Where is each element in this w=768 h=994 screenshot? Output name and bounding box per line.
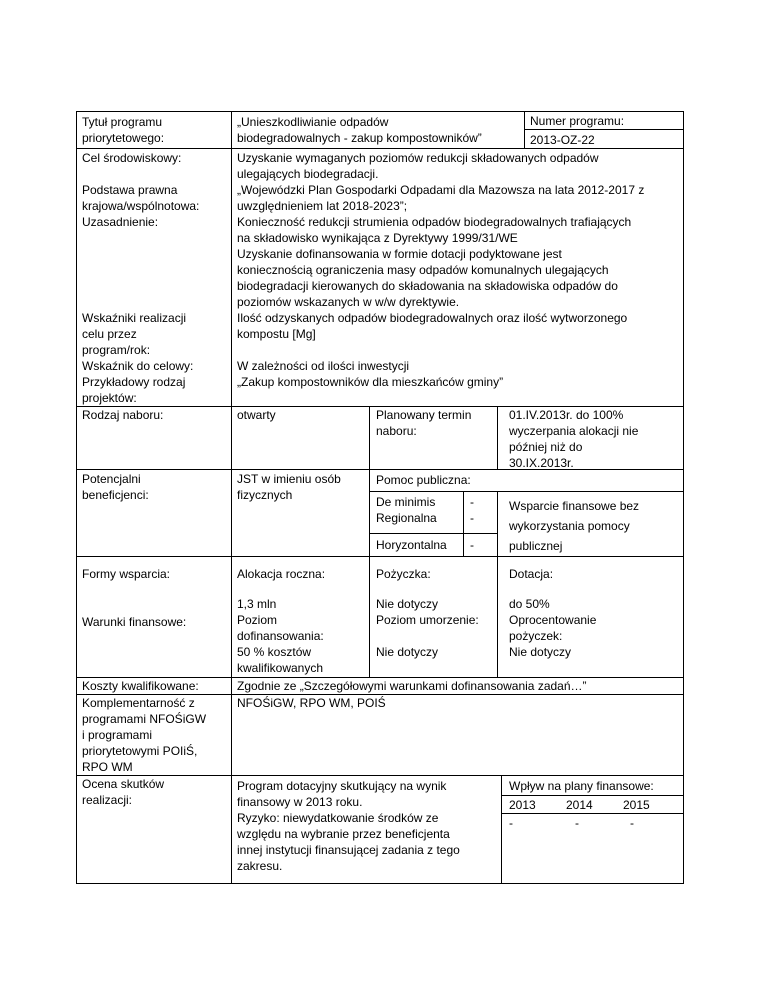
year-2015: 2015 [623,798,650,812]
environmental-goal-label: Cel środowiskowy: [82,151,182,165]
public-aid-label: Pomoc publiczna: [376,473,471,487]
justification-label: Uzasadnienie: [82,215,159,229]
target-indicator-label: Wskaźnik do celowy: [82,359,194,373]
row-divider [76,148,684,149]
financial-conditions-label: Warunki finansowe: [82,615,187,629]
program-title-label: Tytuł programu priorytetowego: [82,115,165,145]
target-indicator-value: W zależności od ilości inwestycji [237,359,410,373]
horizontal-value: - [470,538,474,552]
justification-value: Konieczność redukcji strumienia odpadów biodegradowalnych trafiających na składowisko wynikająca z Dyrektywy 1999/31/WE Uzyskanie dofinansowania w formie dotacji podyktowane jest koniecznością ograniczenia masy odpadów komunalnych ulegających biodegradacji kierowanych do składowania na składowiska odpadów do poziomów wskazanych w w/w dyrektywie. [237,215,632,309]
annual-allocation-header: Alokacja roczna: [237,567,326,581]
divider [369,491,684,492]
project-type-label: Przykładowy rodzaj projektów: [82,375,186,405]
eligible-costs-label: Koszty kwalifikowane: [82,679,199,693]
program-number-label: Numer programu: [530,114,625,128]
environmental-goal-value: Uzyskanie wymaganych poziomów redukcji składowanych odpadów ulegających biodegradacji. [237,151,599,181]
call-type-value: otwarty [237,408,276,422]
program-number-value: 2013-OZ-22 [530,133,595,147]
support-forms-label: Formy wsparcia: [82,567,171,581]
year-2013-value: - [509,816,513,830]
divider [501,795,684,796]
divider [369,556,370,677]
divider [501,775,502,884]
year-2015-value: - [630,816,634,830]
indicators-value: Ilość odzyskanych odpadów biodegradowalnych oraz ilość wytworzonego kompostu [Mg] [237,311,628,341]
de-minimis-regional-values: - - [470,495,474,525]
project-type-value: „Zakup kompostowników dla mieszkańców gminy” [237,375,504,389]
call-type-label: Rodzaj naboru: [82,408,164,422]
year-2014: 2014 [566,798,593,812]
program-title-value: „Unieszkodliwianie odpadów biodegradowalnych - zakup kompostowników” [237,115,482,145]
divider [369,406,370,469]
divider [369,469,370,556]
financial-impact-label: Wpływ na plany finansowe: [509,779,654,793]
legal-basis-label: Podstawa prawna krajowa/wspólnotowa: [82,183,200,213]
remission-value: Nie dotyczy [376,645,439,659]
indicators-label: Wskaźniki realizacji celu przez program/rok: [82,311,187,357]
interest-value: Nie dotyczy [509,645,572,659]
complementarity-value: NFOŚiGW, RPO WM, POIŚ [237,696,386,710]
assessment-value: Program dotacyjny skutkujący na wynik finansowy w 2013 roku. Ryzyko: niewydatkowanie środków ze względu na wybranie przez beneficjenta innej instytucji finansującej zadania z tego zakresu. [237,779,460,873]
loan-header: Pożyczka: [376,567,431,581]
divider [497,406,498,469]
divider [497,556,498,677]
row-divider [76,775,684,776]
row-divider [76,556,684,557]
beneficiaries-label: Potencjalni beneficjenci: [82,472,149,502]
divider [369,533,497,534]
cofinancing-label: Poziom dofinansowania: [237,613,324,643]
annual-allocation-value: 1,3 mln [237,597,277,611]
planned-call-value: 01.IV.2013r. do 100% wyczerpania alokacji nie później niż do 30.IX.2013r. [509,408,639,470]
divider [501,813,684,814]
beneficiaries-value: JST w imieniu osób fizycznych [237,472,341,502]
de-minimis-regional-label: De minimis Regionalna [376,495,437,525]
interest-label: Oprocentowanie pożyczek: [509,613,597,643]
year-2014-value: - [575,816,579,830]
grant-header: Dotacja: [509,567,554,581]
support-note: Wsparcie finansowe bez wykorzystania pomocy publicznej [509,499,640,553]
divider [497,491,498,556]
cofinancing-value: 50 % kosztów kwalifikowanych [237,645,324,675]
loan-value: Nie dotyczy [376,597,439,611]
divider [524,129,684,130]
assessment-label: Ocena skutków realizacji: [82,777,165,807]
legal-basis-value: „Wojewódzki Plan Gospodarki Odpadami dla Mazowsza na lata 2012-2017 z uwzględnieniem lat 2018-2023”; [237,183,645,213]
grant-value: do 50% [509,597,550,611]
year-2013: 2013 [509,798,536,812]
remission-label: Poziom umorzenie: [376,613,479,627]
label-column-divider [231,111,232,884]
planned-call-label: Planowany termin naboru: [376,408,472,438]
horizontal-label: Horyzontalna [376,538,447,552]
divider [463,491,464,556]
eligible-costs-value: Zgodnie ze „Szczegółowymi warunkami dofinansowania zadań…” [237,679,587,693]
complementarity-label: Komplementarność z programami NFOŚiGW i programami priorytetowymi POIiŚ, RPO WM [82,696,207,774]
